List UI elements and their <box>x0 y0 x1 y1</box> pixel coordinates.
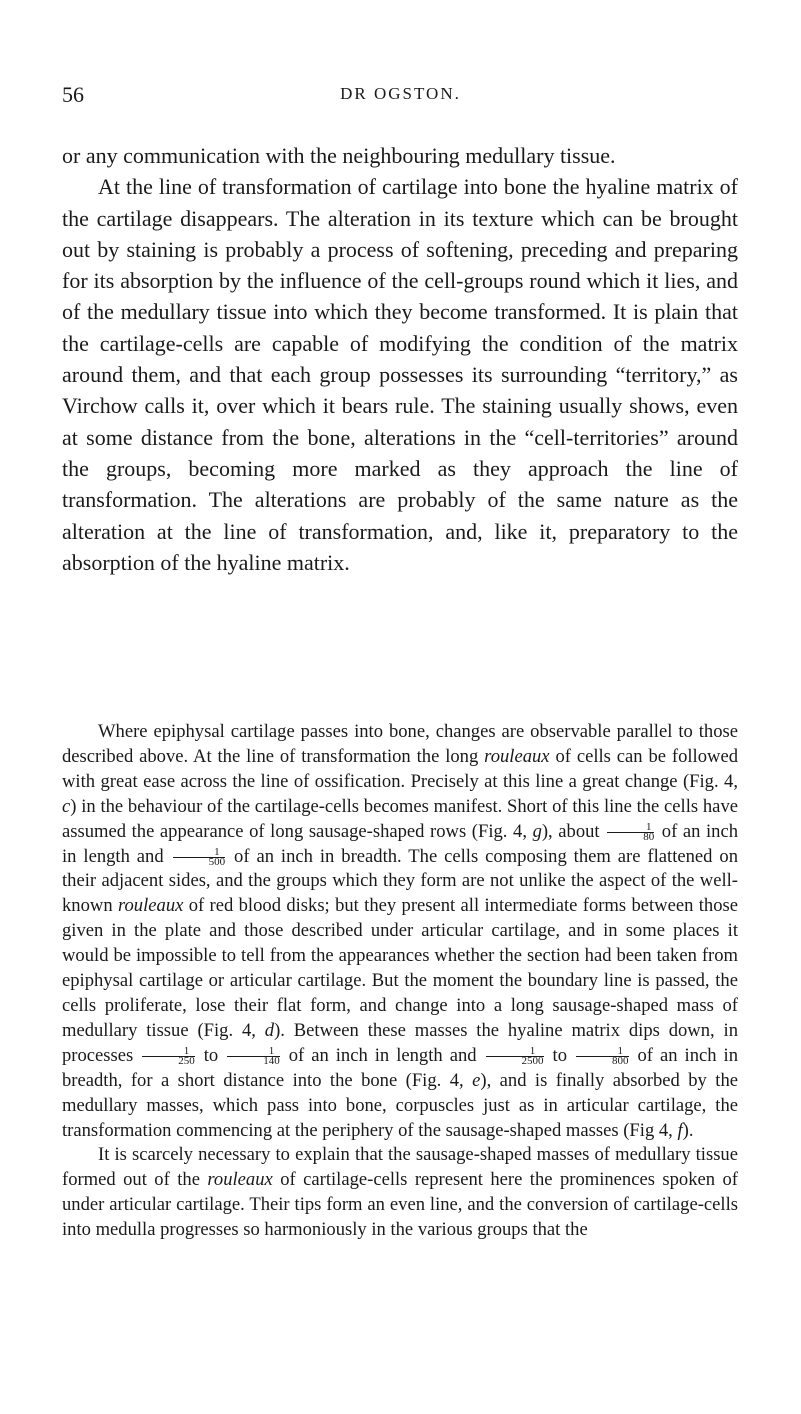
text-run: of an inch in length and <box>62 820 738 867</box>
fraction <box>142 1044 195 1067</box>
italic-term: rouleaux <box>484 745 550 767</box>
small-print-text <box>62 720 738 1243</box>
text-run: ). <box>682 1119 694 1141</box>
fraction-denominator: 80 <box>643 830 655 843</box>
italic-letter: g <box>532 820 542 842</box>
fraction <box>576 1044 629 1067</box>
italic-letter: d <box>264 1019 275 1041</box>
fraction-numerator: 1 <box>142 1047 195 1057</box>
fraction-numerator: 1 <box>227 1047 280 1057</box>
fraction-denominator: 2500 <box>521 1054 544 1067</box>
paragraph <box>62 720 738 1143</box>
text-run: of an inch in breadth. The cells composing them are flattened on their adjacent sides, and the groups which they form are not unlike the aspect of the well-known <box>62 845 738 917</box>
main-text <box>62 140 738 578</box>
text-run: It is scarcely necessary to explain that the sausage-shaped masses of medullary tissue formed out of the <box>62 1144 738 1191</box>
fraction <box>486 1044 544 1067</box>
paragraph <box>62 1143 738 1243</box>
fraction-numerator: 1 <box>173 848 226 858</box>
text-run: to <box>196 1044 226 1066</box>
running-head: DR OGSTON. <box>340 84 461 103</box>
italic-letter: c <box>62 795 71 817</box>
paragraph: At the line of transformation of cartilage into bone the hyaline matrix of the cartilage disappears. The alteration in its texture which can be brought out by staining is probably a process of softening, preceding and preparing for its absorption by the influence of the cell-groups round which it lies, and of the medullary tissue into which they become transformed. It is plain that the cartilage-cells are capable of modifying the condition of the matrix around them, and that each group possesses its surrounding “territory,” as Virchow calls it, over which it bears rule. The staining usually shows, even at some distance from the bone, alterations in the “cell-territories” around the groups, becoming more marked as they approach the line of transformation. The alterations are probably of the same nature as the alteration at the line of transformation, and, like it, preparatory to the absorption of the hyaline matrix. <box>62 174 738 575</box>
fraction-numerator: 1 <box>576 1047 629 1057</box>
text-run: of cartilage-cells represent here the prominences spoken of under articular cartilage. Their tips form an even line, and the conversion of cartilage-cells into medulla progresses so harmoniously in the various groups that the <box>62 1169 738 1241</box>
fraction <box>607 820 655 843</box>
text-run: of an inch in breadth, for a short distance into the bone (Fig. 4, <box>62 1044 739 1091</box>
fraction-denominator: 500 <box>208 855 226 868</box>
page-number: 56 <box>62 82 84 107</box>
fraction-numerator: 1 <box>486 1047 544 1057</box>
fraction-numerator: 1 <box>607 823 654 833</box>
fraction <box>227 1044 280 1067</box>
fraction <box>173 845 226 868</box>
italic-letter: f <box>677 1119 683 1141</box>
paragraph: or any communication with the neighbouring medullary tissue. <box>62 143 616 168</box>
fraction-denominator: 140 <box>263 1054 280 1067</box>
text-run: of red blood disks; but they present all intermediate forms between those given in the plate and those described under articular cartilage, and in some places it would be impossible to tell from the appearances whether the section had been taken from epiphysal cartilage or articular cartilage. But the moment the boundary line is passed, the cells proliferate, lose their flat form, and change into a long sausage-shaped mass of medullary tissue (Fig. 4, <box>62 895 739 1041</box>
text-run: ), and is finally absorbed by the medullary masses, which pass into bone, corpuscles just as in articular cartilage, the transformation commencing at the periphery of the sausage-shaped masses (Fig 4, <box>62 1069 738 1141</box>
text-run: ), about <box>541 820 606 842</box>
italic-term: rouleaux <box>117 895 184 917</box>
text-run: to <box>545 1044 575 1066</box>
text-run: ) in the behaviour of the cartilage-cells becomes manifest. Short of this line the cells have assumed the appearance of long sausage-shaped rows (Fig. 4, <box>62 795 738 842</box>
italic-term: rouleaux <box>207 1169 273 1191</box>
fraction-denominator: 800 <box>612 1054 629 1067</box>
text-run: Where epiphysal cartilage passes into bone, changes are observable parallel to those described above. At the line of transformation the long <box>62 721 738 767</box>
italic-letter: e <box>472 1069 481 1091</box>
page-header <box>62 82 739 112</box>
fraction-denominator: 250 <box>178 1054 195 1067</box>
text-run: ). Between these masses the hyaline matrix dips down, in processes <box>62 1019 739 1066</box>
text-run: of an inch in length and <box>281 1044 484 1066</box>
text-run: of cells can be followed with great ease across the line of ossification. Precisely at this line a great change (Fig. 4, <box>62 745 738 792</box>
